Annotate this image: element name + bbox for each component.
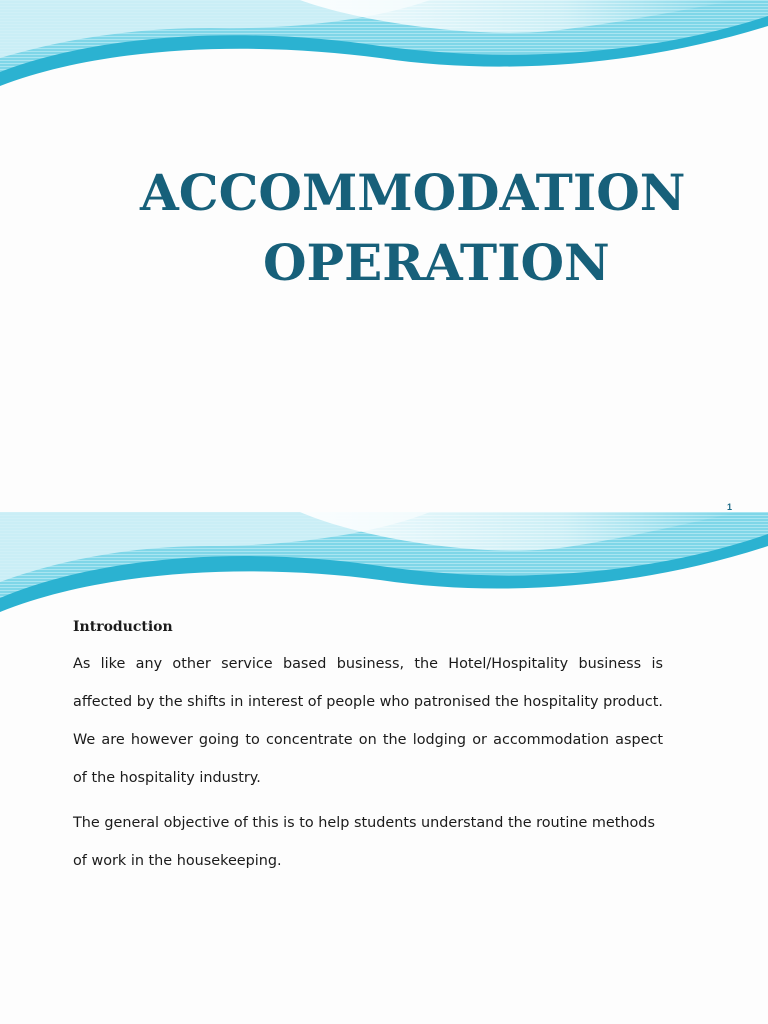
intro-paragraph-2: The general objective of this is to help students understand the routine methods of work in the housekeeping.	[73, 815, 655, 869]
title-line-1: ACCOMMODATION	[140, 163, 686, 222]
intro-paragraph-1: As like any other service based business, the Hotel/Hospitality business is affected by the shifts in interest of people who patronised the hospitality product. We are however going to concentrate on the lodging or accommodation aspect of the hospitality industry.	[73, 656, 663, 786]
wave-decoration	[0, 512, 768, 622]
wave-decoration	[0, 0, 768, 110]
slide-content	[73, 618, 663, 887]
title-line-2: OPERATION	[263, 233, 610, 292]
intro-heading: Introduction	[73, 619, 173, 635]
slide-introduction	[0, 512, 768, 1024]
page-number: 1	[726, 502, 732, 512]
